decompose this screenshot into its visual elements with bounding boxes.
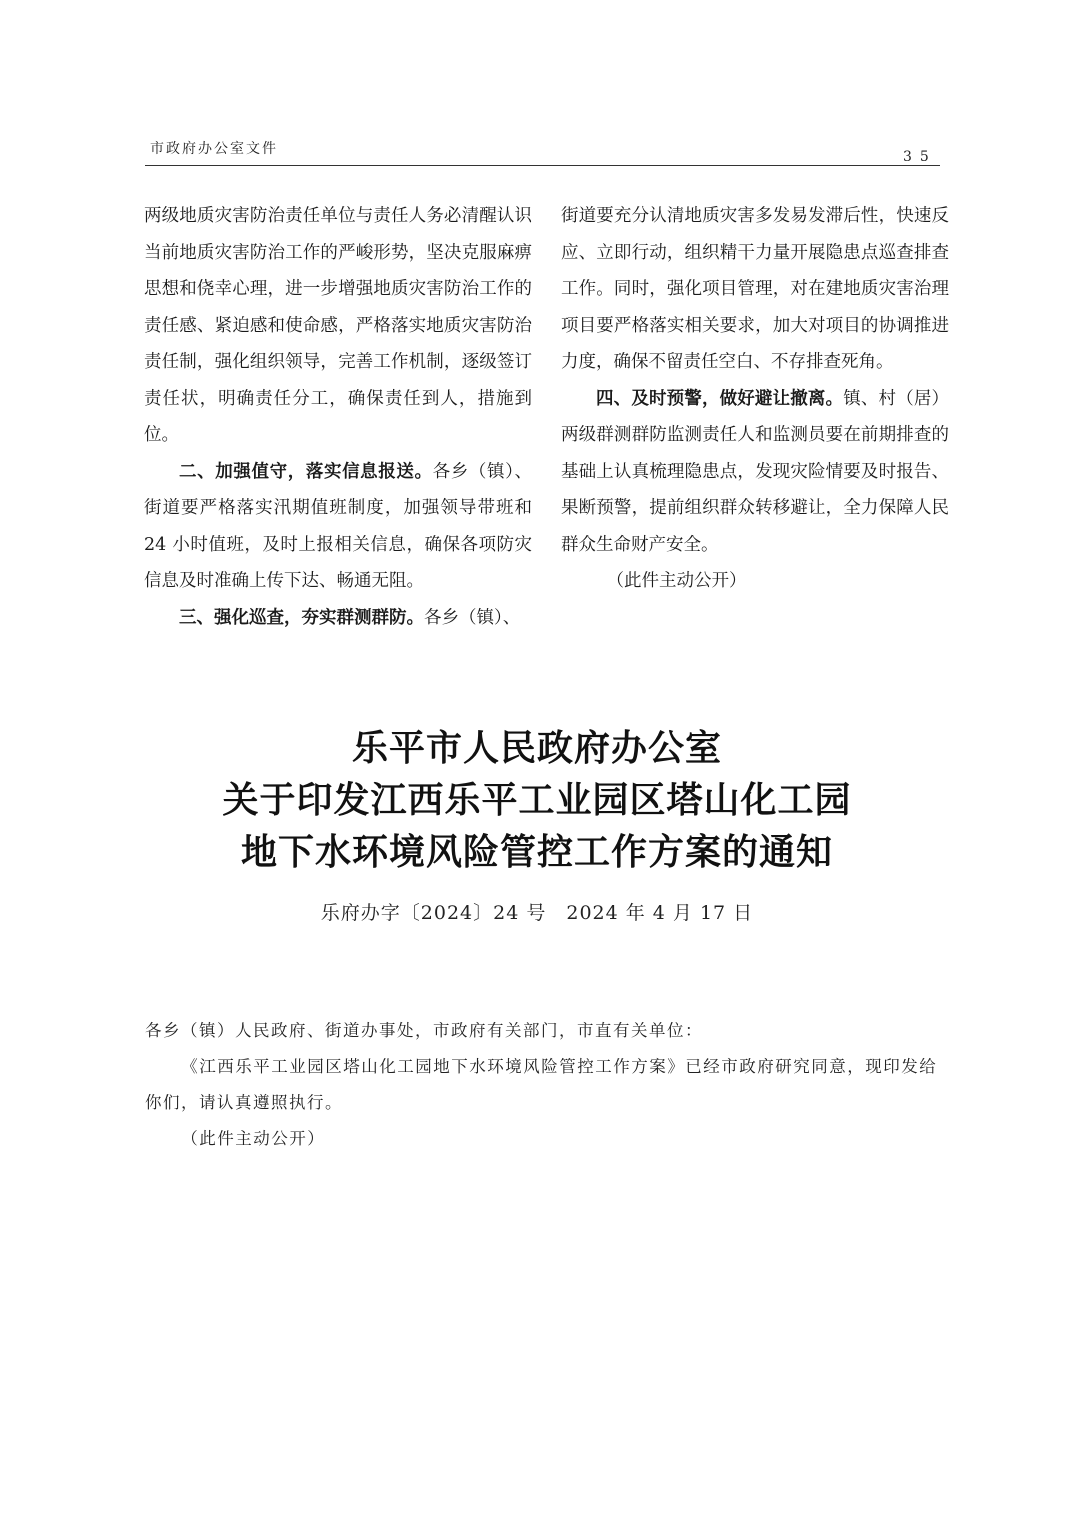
right-column [561,198,949,600]
left-paragraph-3 [144,600,532,637]
left-paragraph-2 [144,454,532,600]
section-heading-2: 二、加强值守，落实信息报送。 [179,461,433,482]
notice-body [145,1013,955,1157]
public-note-bottom: （此件主动公开） [181,1129,326,1148]
section-heading-3: 三、强化巡查，夯实群测群防。 [179,607,424,628]
section-heading-4: 四、及时预警，做好避让撤离。 [596,388,844,409]
left-column [144,198,532,636]
document-title [0,722,1074,878]
document-number: 乐府办字〔2024〕24 号 2024 年 4 月 17 日 [320,902,754,924]
addressee: 各乡（镇）人民政府、街道办事处，市政府有关部门，市直有关单位： [145,1021,703,1040]
title-line-3: 地下水环境风险管控工作方案的通知 [240,831,833,873]
header-divider [145,165,940,166]
title-line-1: 乐平市人民政府办公室 [351,727,722,769]
section-body-3: 各乡（镇）、 [424,607,521,628]
notice-text: 《江西乐平工业园区塔山化工园地下水环境风险管控工作方案》已经市政府研究同意，现印发给你们，请认真遵照执行。 [145,1057,938,1112]
right-paragraph-1: 街道要充分认清地质灾害多发易发滞后性，快速反应、立即行动，组织精干力量开展隐患点巡查排查工作。同时，强化项目管理，对在建地质灾害治理项目要严格落实相关要求，加大对项目的协调推进力度，确保不留责任空白、不存排查死角。 [561,206,949,372]
page-number: 35 [903,149,937,165]
section-body-2: 各乡（镇）、街道要严格落实汛期值班制度，加强领导带班和 24 小时值班，及时上报相关信息，确保各项防灾信息及时准确上传下达、畅通无阻。 [144,461,533,591]
title-line-2: 关于印发江西乐平工业园区塔山化工园 [222,779,852,821]
public-note-top: （此件主动公开） [606,571,747,591]
section-body-4: 镇、村（居）两级群测群防监测责任人和监测员要在前期排查的基础上认真梳理隐患点，发现灾险情要及时报告、果断预警，提前组织群众转移避让，全力保障人民群众生命财产安全。 [561,388,950,555]
left-paragraph-1: 两级地质灾害防治责任单位与责任人务必清醒认识当前地质灾害防治工作的严峻形势，坚决克服麻痹思想和侥幸心理，进一步增强地质灾害防治工作的责任感、紧迫感和使命感，严格落实地质灾害防治责任制，强化组织领导，完善工作机制，逐级签订责任状，明确责任分工，确保责任到人，措施到位。 [144,206,532,445]
right-paragraph-2 [561,381,949,564]
header-title: 市政府办公室文件 [150,141,278,157]
